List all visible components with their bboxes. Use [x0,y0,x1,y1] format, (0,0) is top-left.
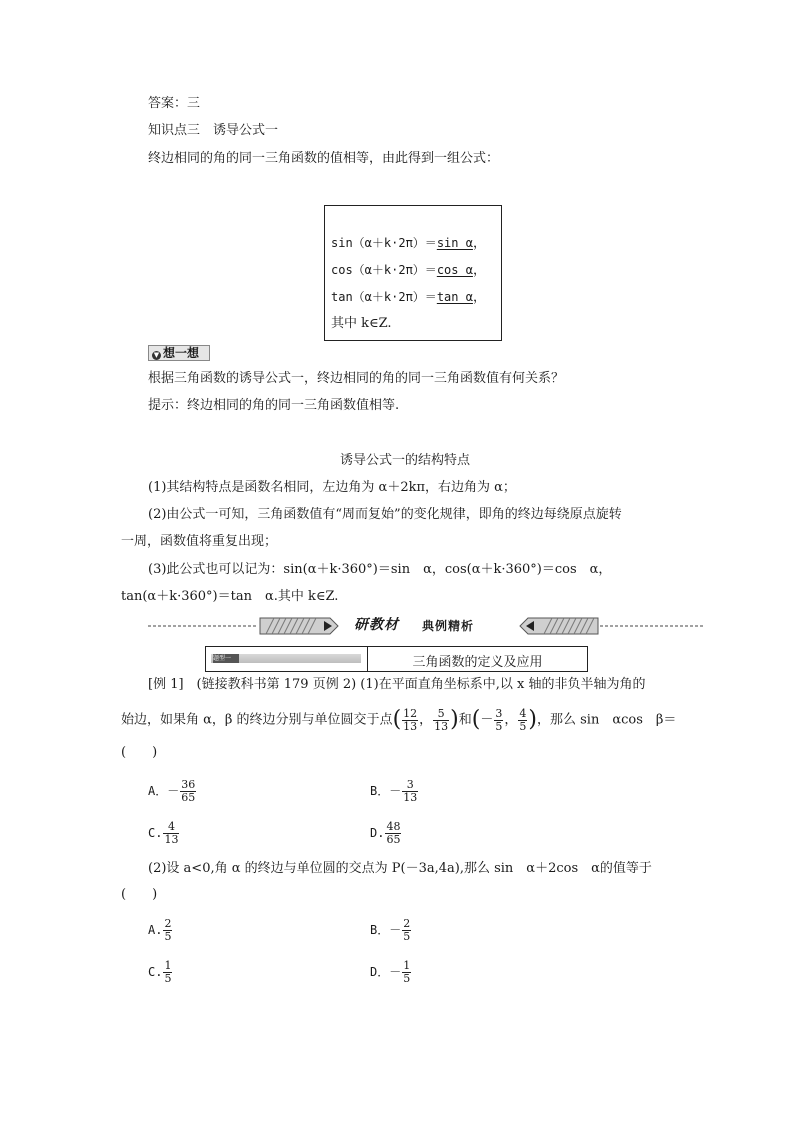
option-label: C. [148,826,163,840]
option-label: C. [148,965,163,979]
formula-tan-left: tan（α＋k·2π）＝ [331,290,437,304]
and-word: 和 [458,712,472,728]
fraction [163,918,172,943]
example1-line2 [121,706,676,735]
option-label: B．－ [370,923,402,937]
structure-p3a: (3)此公式也可以记为：sin(α＋k·360°)＝sin α，cos(α＋k·360°)＝cos α， [148,562,612,577]
fraction [163,960,172,985]
topic-box [205,646,588,672]
example2-blank: ( ) [121,887,158,902]
structure-p3b: tan(α＋k·360°)＝tan α.其中 k∈Z. [121,589,339,604]
structure-p1: (1)其结构特点是函数名相同，左边角为 α＋2kπ，右边角为 α； [148,480,516,495]
formula-sin [331,235,486,252]
example1-line2-a: 始边，如果角 α，β 的终边分别与单位圆交于点 [121,712,393,728]
formula-cos-left: cos（α＋k·2π）＝ [331,263,437,277]
fraction [402,960,411,985]
example1-option-a[interactable] [148,776,197,807]
frac-den: 13 [164,833,179,846]
frac-num: 48 [386,820,401,833]
answer-line: 答案：三 [148,96,201,111]
example2-option-a[interactable] [148,915,173,946]
minus-sign: － [480,712,494,728]
fraction [385,821,401,846]
divider-brand: 研教材 [354,617,399,633]
option-label: A．－ [148,784,180,798]
fraction [402,779,418,804]
separator: ， [419,712,433,728]
topic-tag-bar [211,654,361,663]
chevron-down-icon: ▼ [153,351,160,359]
frac-den: 13 [403,719,418,733]
frac-num: 3 [495,706,503,720]
paren: ( [392,707,402,732]
example2-option-b[interactable] [370,915,412,946]
fraction [433,708,449,733]
fraction [494,708,503,733]
divider-subtitle: 典例精析 [422,619,475,633]
frac-den: 65 [386,833,401,846]
section-divider [148,615,704,637]
frac-num: 36 [181,778,196,791]
fraction [402,708,418,733]
separator: ， [504,712,518,728]
option-label: A. [148,923,163,937]
frac-den: 5 [403,972,411,985]
frac-den: 5 [519,719,527,733]
frac-den: 5 [164,930,172,943]
formula-cos [331,262,486,279]
fraction [402,918,411,943]
frac-num: 2 [164,917,172,930]
frac-den: 5 [495,719,503,733]
frac-num: 1 [403,959,411,972]
example1-blank: ( ) [121,745,158,760]
formula-box [324,205,502,341]
formula-comma: ， [472,290,486,305]
frac-num: 1 [164,959,172,972]
example2-option-d[interactable] [370,957,412,988]
think-hint: 提示：终边相同的角的同一三角函数值相等. [148,398,400,413]
frac-num: 12 [403,706,418,720]
example1-option-b[interactable] [370,776,419,807]
frac-num: 4 [519,706,527,720]
example1-option-c[interactable] [148,818,180,849]
fraction [180,779,196,804]
frac-den: 65 [181,791,196,804]
formula-tan [331,289,486,306]
knowledge-heading: 知识点三 诱导公式一 [148,123,279,138]
topic-title: 三角函数的定义及应用 [412,655,543,670]
example2-line1: (2)设 a<0,角 α 的终边与单位圆的交点为 P(－3a,4a),那么 sin α＋2cos α的值等于 [148,861,652,876]
formula-cos-right: cos α [436,263,473,277]
think-question: 根据三角函数的诱导公式一，终边相同的角的同一三角函数值有何关系？ [148,371,565,386]
paren: ( [471,707,481,732]
frac-num: 5 [433,708,449,721]
option-label: D．－ [370,965,402,979]
formula-comma: ， [472,263,486,278]
frac-num: 4 [163,821,179,834]
frac-num: 2 [403,917,411,930]
example2-option-c[interactable] [148,957,173,988]
frac-den: 13 [434,719,449,733]
example1-line2-b: ，那么 sin αcos β＝ [537,712,677,728]
example1-option-d[interactable] [370,818,402,849]
formula-tan-right: tan α [436,290,473,304]
formula-where: 其中 k∈Z. [331,316,392,331]
fraction [518,708,527,733]
structure-p2b: 一周，函数值将重复出现； [121,534,278,549]
structure-p2a: (2)由公式一可知，三角函数值有“周而复始”的变化规律，即角的终边每绕原点旋转 [148,507,622,522]
formula-comma: ， [472,236,486,251]
paren: ) [450,707,459,732]
frac-den: 5 [403,930,411,943]
frac-num: 3 [402,779,418,792]
structure-title: 诱导公式一的结构特点 [340,453,471,468]
frac-den: 13 [403,791,418,804]
fraction [163,821,179,846]
think-tag [148,345,210,361]
option-label: D. [370,826,385,840]
formula-sin-left: sin（α＋k·2π）＝ [331,236,437,250]
example1-line1: [例 1] (链接教科书第 179 页例 2) (1)在平面直角坐标系中,以 x 轴的非负半轴为角的 [148,677,646,692]
option-label: B．－ [370,784,402,798]
paren: ) [528,707,537,732]
topic-tag: 题型一 [213,654,239,663]
formula-sin-right: sin α [436,236,473,250]
think-tag-label: 想一想 [163,346,200,360]
knowledge-intro: 终边相同的角的同一三角函数的值相等，由此得到一组公式： [148,151,500,166]
frac-den: 5 [164,972,172,985]
topic-left [206,647,368,671]
